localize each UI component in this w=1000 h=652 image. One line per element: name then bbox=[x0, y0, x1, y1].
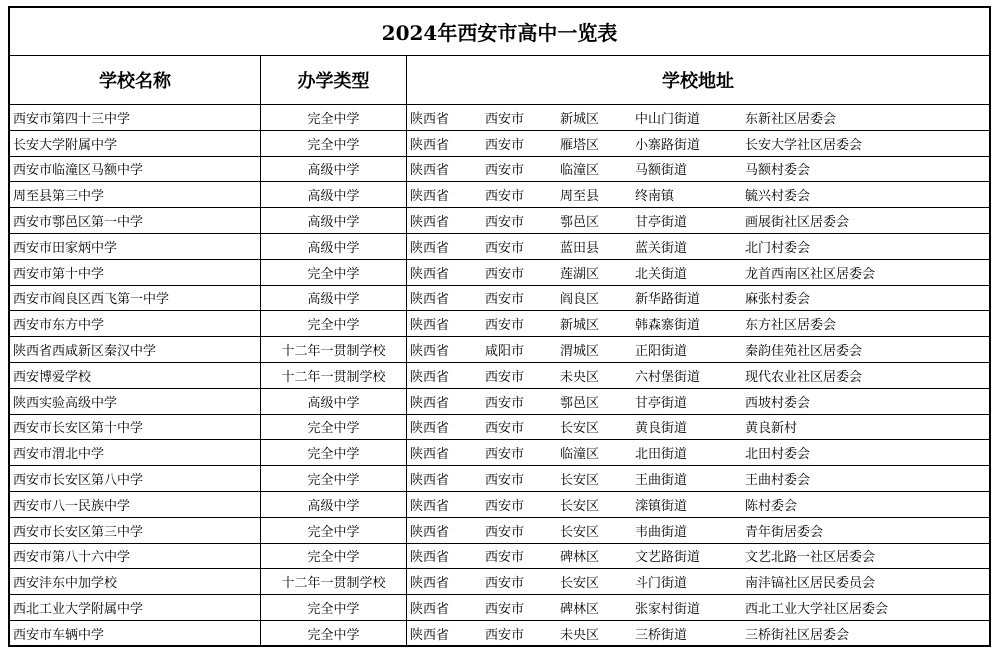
address-community: 西北工业大学社区居委会 bbox=[745, 602, 889, 618]
address-street: 北关街道 bbox=[635, 266, 688, 282]
address-province: 陕西省 bbox=[410, 266, 450, 282]
cell-school-address bbox=[407, 182, 989, 207]
cell-school-name: 西安市东方中学 bbox=[10, 311, 261, 336]
table-row bbox=[10, 544, 989, 570]
address-community: 陈村委会 bbox=[745, 498, 798, 514]
address-province: 陕西省 bbox=[410, 602, 450, 618]
cell-school-type: 完全中学 bbox=[261, 311, 407, 336]
cell-school-name: 西安市第八十六中学 bbox=[10, 544, 261, 569]
table-row bbox=[10, 311, 989, 337]
address-city: 西安市 bbox=[485, 111, 525, 127]
table-row bbox=[10, 208, 989, 234]
cell-school-type: 完全中学 bbox=[261, 105, 407, 130]
cell-school-type: 完全中学 bbox=[261, 415, 407, 440]
address-street: 文艺路街道 bbox=[635, 550, 701, 566]
address-community: 毓兴村委会 bbox=[745, 189, 811, 205]
address-city: 西安市 bbox=[485, 369, 525, 385]
address-province: 陕西省 bbox=[410, 240, 450, 256]
cell-school-address bbox=[407, 208, 989, 233]
address-province: 陕西省 bbox=[410, 292, 450, 308]
address-province: 陕西省 bbox=[410, 524, 450, 540]
address-city: 西安市 bbox=[485, 163, 525, 179]
cell-school-type: 高级中学 bbox=[261, 389, 407, 414]
cell-school-type: 十二年一贯制学校 bbox=[261, 569, 407, 594]
cell-school-address bbox=[407, 157, 989, 182]
address-city: 西安市 bbox=[485, 395, 525, 411]
address-city: 咸阳市 bbox=[485, 344, 525, 360]
cell-school-address bbox=[407, 492, 989, 517]
address-community: 秦韵佳苑社区居委会 bbox=[745, 344, 863, 360]
address-street: 黄良街道 bbox=[635, 421, 688, 437]
cell-school-address bbox=[407, 440, 989, 465]
address-district: 莲湖区 bbox=[560, 266, 600, 282]
cell-school-address bbox=[407, 415, 989, 440]
address-city: 西安市 bbox=[485, 215, 525, 231]
address-province: 陕西省 bbox=[410, 576, 450, 592]
address-street: 蓝关街道 bbox=[635, 240, 688, 256]
address-district: 长安区 bbox=[560, 498, 600, 514]
address-province: 陕西省 bbox=[410, 318, 450, 334]
address-street: 张家村街道 bbox=[635, 602, 701, 618]
address-province: 陕西省 bbox=[410, 344, 450, 360]
table-row bbox=[10, 157, 989, 183]
address-community: 青年街居委会 bbox=[745, 524, 824, 540]
address-district: 未央区 bbox=[560, 628, 600, 644]
address-community: 南沣镐社区居民委员会 bbox=[745, 576, 876, 592]
table-row bbox=[10, 621, 989, 647]
table-row bbox=[10, 131, 989, 157]
cell-school-type: 高级中学 bbox=[261, 182, 407, 207]
address-community: 王曲村委会 bbox=[745, 473, 811, 489]
address-city: 西安市 bbox=[485, 240, 525, 256]
cell-school-type: 高级中学 bbox=[261, 286, 407, 311]
address-province: 陕西省 bbox=[410, 395, 450, 411]
cell-school-type: 高级中学 bbox=[261, 492, 407, 517]
address-city: 西安市 bbox=[485, 137, 525, 153]
table-row bbox=[10, 389, 989, 415]
cell-school-name: 西安市田家炳中学 bbox=[10, 234, 261, 259]
cell-school-name: 周至县第三中学 bbox=[10, 182, 261, 207]
address-city: 西安市 bbox=[485, 318, 525, 334]
address-district: 周至县 bbox=[560, 189, 600, 205]
address-community: 东方社区居委会 bbox=[745, 318, 837, 334]
table-row bbox=[10, 415, 989, 441]
address-city: 西安市 bbox=[485, 292, 525, 308]
address-province: 陕西省 bbox=[410, 111, 450, 127]
cell-school-address bbox=[407, 234, 989, 259]
address-community: 现代农业社区居委会 bbox=[745, 369, 863, 385]
table-row bbox=[10, 466, 989, 492]
address-district: 新城区 bbox=[560, 318, 600, 334]
address-street: 甘亭街道 bbox=[635, 215, 688, 231]
address-city: 西安市 bbox=[485, 628, 525, 644]
table-row bbox=[10, 595, 989, 621]
header-school-address: 学校地址 bbox=[662, 71, 734, 92]
table-row bbox=[10, 260, 989, 286]
cell-school-address bbox=[407, 544, 989, 569]
address-street: 正阳街道 bbox=[635, 344, 688, 360]
address-district: 长安区 bbox=[560, 576, 600, 592]
address-district: 碑林区 bbox=[560, 602, 600, 618]
cell-school-name: 西安市第四十三中学 bbox=[10, 105, 261, 130]
table-row bbox=[10, 440, 989, 466]
address-district: 长安区 bbox=[560, 524, 600, 540]
table-row bbox=[10, 182, 989, 208]
table-row bbox=[10, 569, 989, 595]
address-community: 北田村委会 bbox=[745, 447, 811, 463]
address-community: 东新社区居委会 bbox=[745, 111, 837, 127]
table-header bbox=[10, 56, 989, 105]
cell-school-address bbox=[407, 518, 989, 543]
address-city: 西安市 bbox=[485, 498, 525, 514]
cell-school-address bbox=[407, 260, 989, 285]
address-street: 六村堡街道 bbox=[635, 369, 701, 385]
cell-school-type: 完全中学 bbox=[261, 131, 407, 156]
address-community: 黄良新村 bbox=[745, 421, 798, 437]
cell-school-type: 高级中学 bbox=[261, 157, 407, 182]
cell-school-type: 完全中学 bbox=[261, 595, 407, 620]
address-street: 北田街道 bbox=[635, 447, 688, 463]
address-city: 西安市 bbox=[485, 602, 525, 618]
address-community: 西坡村委会 bbox=[745, 395, 811, 411]
cell-school-name: 西安市第十中学 bbox=[10, 260, 261, 285]
address-province: 陕西省 bbox=[410, 498, 450, 514]
cell-school-type: 完全中学 bbox=[261, 544, 407, 569]
cell-school-address bbox=[407, 363, 989, 388]
address-street: 小寨路街道 bbox=[635, 137, 701, 153]
cell-school-name: 西安市渭北中学 bbox=[10, 440, 261, 465]
address-district: 新城区 bbox=[560, 111, 600, 127]
address-street: 韦曲街道 bbox=[635, 524, 688, 540]
address-district: 未央区 bbox=[560, 369, 600, 385]
cell-school-type: 完全中学 bbox=[261, 621, 407, 647]
address-province: 陕西省 bbox=[410, 550, 450, 566]
address-community: 龙首西南区社区居委会 bbox=[745, 266, 876, 282]
address-street: 甘亭街道 bbox=[635, 395, 688, 411]
address-community: 文艺北路一社区居委会 bbox=[745, 550, 876, 566]
cell-school-name: 西北工业大学附属中学 bbox=[10, 595, 261, 620]
address-street: 韩森寨街道 bbox=[635, 318, 701, 334]
address-community: 长安大学社区居委会 bbox=[745, 137, 863, 153]
address-street: 王曲街道 bbox=[635, 473, 688, 489]
address-district: 临潼区 bbox=[560, 163, 600, 179]
address-province: 陕西省 bbox=[410, 421, 450, 437]
cell-school-address bbox=[407, 466, 989, 491]
cell-school-type: 十二年一贯制学校 bbox=[261, 363, 407, 388]
cell-school-name: 西安市阎良区西飞第一中学 bbox=[10, 286, 261, 311]
address-community: 三桥街社区居委会 bbox=[745, 628, 850, 644]
address-district: 阎良区 bbox=[560, 292, 600, 308]
cell-school-name: 西安沣东中加学校 bbox=[10, 569, 261, 594]
cell-school-type: 完全中学 bbox=[261, 518, 407, 543]
address-city: 西安市 bbox=[485, 576, 525, 592]
address-province: 陕西省 bbox=[410, 369, 450, 385]
address-community: 北门村委会 bbox=[745, 240, 811, 256]
address-province: 陕西省 bbox=[410, 137, 450, 153]
address-street: 新华路街道 bbox=[635, 292, 701, 308]
cell-school-type: 完全中学 bbox=[261, 440, 407, 465]
address-street: 终南镇 bbox=[635, 189, 675, 205]
address-city: 西安市 bbox=[485, 266, 525, 282]
address-city: 西安市 bbox=[485, 473, 525, 489]
address-district: 临潼区 bbox=[560, 447, 600, 463]
cell-school-address bbox=[407, 105, 989, 130]
cell-school-address bbox=[407, 286, 989, 311]
cell-school-name: 西安市车辆中学 bbox=[10, 621, 261, 647]
address-district: 长安区 bbox=[560, 473, 600, 489]
cell-school-name: 陕西实验高级中学 bbox=[10, 389, 261, 414]
table-row bbox=[10, 337, 989, 363]
cell-school-address bbox=[407, 621, 989, 647]
cell-school-address bbox=[407, 131, 989, 156]
table-title: 2024年西安市高中一览表 bbox=[10, 8, 989, 56]
address-city: 西安市 bbox=[485, 550, 525, 566]
address-community: 麻张村委会 bbox=[745, 292, 811, 308]
table-row bbox=[10, 286, 989, 312]
cell-school-name: 西安博爱学校 bbox=[10, 363, 261, 388]
table-row bbox=[10, 518, 989, 544]
cell-school-name: 西安市长安区第十中学 bbox=[10, 415, 261, 440]
header-school-type: 办学类型 bbox=[261, 56, 407, 104]
table-body bbox=[10, 105, 989, 647]
address-street: 滦镇街道 bbox=[635, 498, 688, 514]
address-province: 陕西省 bbox=[410, 189, 450, 205]
address-community: 画展街社区居委会 bbox=[745, 215, 850, 231]
table-row bbox=[10, 234, 989, 260]
cell-school-address bbox=[407, 311, 989, 336]
cell-school-name: 长安大学附属中学 bbox=[10, 131, 261, 156]
address-province: 陕西省 bbox=[410, 215, 450, 231]
address-city: 西安市 bbox=[485, 524, 525, 540]
header-school-name: 学校名称 bbox=[10, 56, 261, 104]
address-province: 陕西省 bbox=[410, 473, 450, 489]
cell-school-type: 高级中学 bbox=[261, 234, 407, 259]
address-province: 陕西省 bbox=[410, 447, 450, 463]
address-district: 长安区 bbox=[560, 421, 600, 437]
address-community: 马额村委会 bbox=[745, 163, 811, 179]
address-district: 鄠邑区 bbox=[560, 395, 600, 411]
table-row bbox=[10, 492, 989, 518]
address-district: 雁塔区 bbox=[560, 137, 600, 153]
school-table bbox=[8, 6, 991, 647]
address-district: 鄠邑区 bbox=[560, 215, 600, 231]
address-district: 碑林区 bbox=[560, 550, 600, 566]
address-city: 西安市 bbox=[485, 447, 525, 463]
address-city: 西安市 bbox=[485, 189, 525, 205]
address-district: 渭城区 bbox=[560, 344, 600, 360]
cell-school-address bbox=[407, 595, 989, 620]
address-province: 陕西省 bbox=[410, 163, 450, 179]
address-street: 三桥街道 bbox=[635, 628, 688, 644]
cell-school-address bbox=[407, 569, 989, 594]
address-district: 蓝田县 bbox=[560, 240, 600, 256]
address-province: 陕西省 bbox=[410, 628, 450, 644]
cell-school-type: 完全中学 bbox=[261, 466, 407, 491]
cell-school-address bbox=[407, 389, 989, 414]
cell-school-name: 西安市八一民族中学 bbox=[10, 492, 261, 517]
address-street: 中山门街道 bbox=[635, 111, 701, 127]
cell-school-name: 陕西省西咸新区秦汉中学 bbox=[10, 337, 261, 362]
table-row bbox=[10, 105, 989, 131]
table-row bbox=[10, 363, 989, 389]
address-street: 马额街道 bbox=[635, 163, 688, 179]
address-street: 斗门街道 bbox=[635, 576, 688, 592]
cell-school-name: 西安市长安区第八中学 bbox=[10, 466, 261, 491]
cell-school-type: 十二年一贯制学校 bbox=[261, 337, 407, 362]
cell-school-type: 高级中学 bbox=[261, 208, 407, 233]
cell-school-name: 西安市长安区第三中学 bbox=[10, 518, 261, 543]
cell-school-name: 西安市临潼区马额中学 bbox=[10, 157, 261, 182]
cell-school-name: 西安市鄠邑区第一中学 bbox=[10, 208, 261, 233]
cell-school-address bbox=[407, 337, 989, 362]
address-city: 西安市 bbox=[485, 421, 525, 437]
cell-school-type: 完全中学 bbox=[261, 260, 407, 285]
